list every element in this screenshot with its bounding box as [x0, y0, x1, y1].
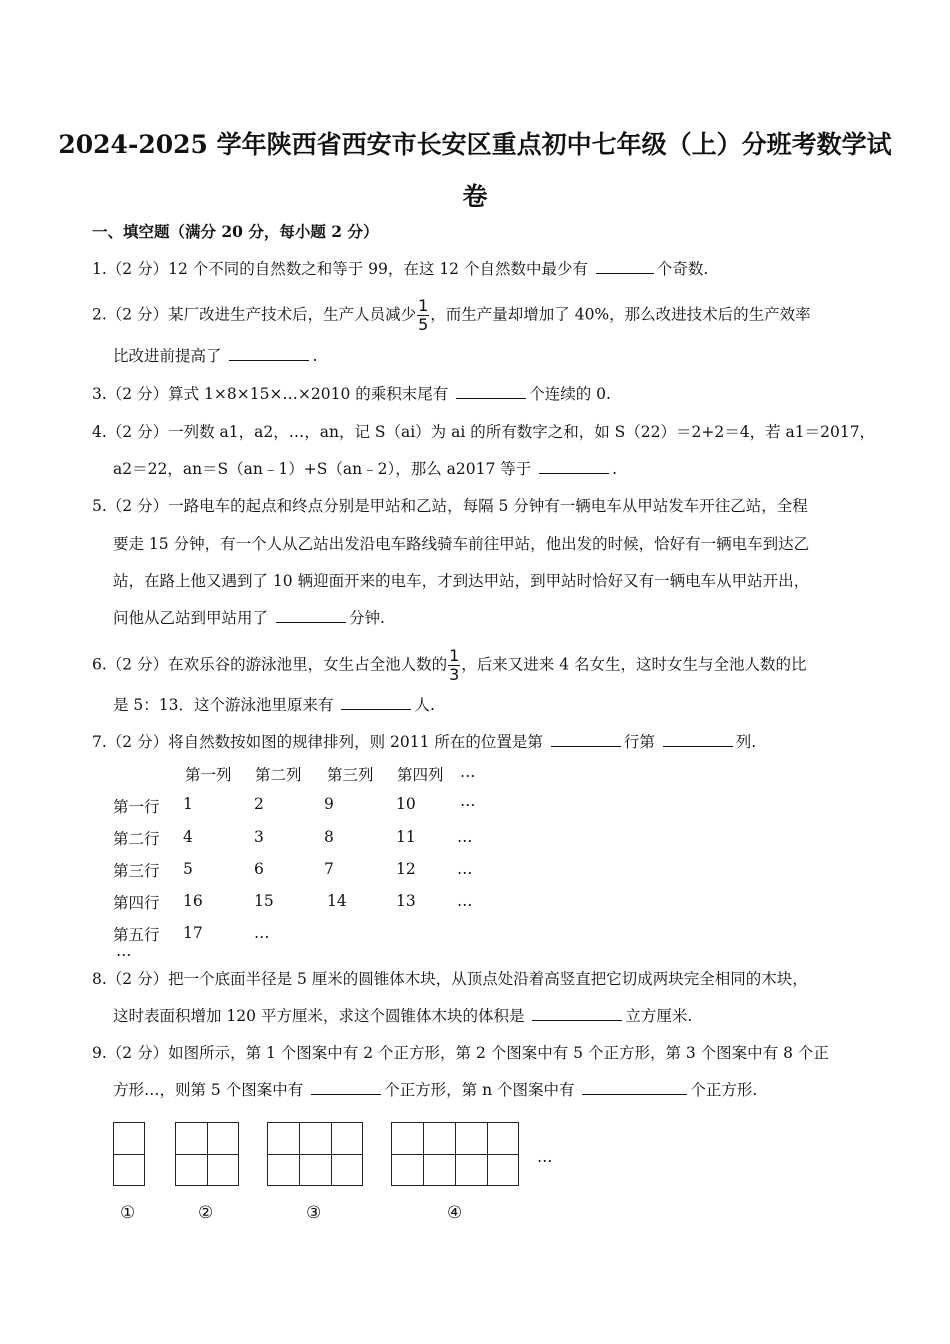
pattern-1 [113, 1122, 145, 1186]
col-header: 第二列 [255, 766, 302, 784]
question-tail: 列. [735, 733, 757, 751]
question-text: （2 分）在欢乐谷的游泳池里，女生占全池人数的 [106, 655, 448, 674]
pattern-label: ② [198, 1203, 214, 1223]
question-text: （2 分）12 个不同的自然数之和等于 99，在这 12 个自然数中最少有 [106, 260, 593, 278]
table-cell: 5 [183, 860, 193, 878]
table-cell: 16 [183, 892, 203, 910]
pattern-label: ① [120, 1203, 136, 1223]
col-header-ellipsis: … [460, 763, 476, 781]
col-header: 第一列 [185, 766, 232, 784]
question-6-line2 [113, 695, 435, 715]
question-text-mid: 个正方形，第 n 个图案中有 [384, 1081, 580, 1099]
question-5-line3: 站，在路上他又遇到了 10 辆迎面开来的电车，才到达甲站，到甲站时恰好又有一辆电车从甲站开出， [113, 572, 810, 590]
question-text: a2＝22，an＝S（an﹣1）+S（an﹣2），那么 a2017 等于 [113, 460, 537, 478]
question-number: 9. [92, 1044, 107, 1062]
section-heading: 一、填空题（满分 20 分，每小题 2 分） [92, 222, 379, 241]
table-cell-ellipsis: … [254, 924, 270, 942]
question-5-line2: 要走 15 分钟，有一个人从乙站出发沿电车路线骑车前往甲站，他出发的时候，恰好有一辆电车到达乙 [113, 535, 810, 553]
col-header: 第三列 [327, 766, 374, 784]
row-header: 第四行 [113, 894, 160, 912]
page-title: 2024-2025 学年陕西省西安市长安区重点初中七年级（上）分班考数学试 [58, 130, 892, 159]
answer-blank[interactable] [532, 1006, 622, 1021]
table-cell: 13 [396, 892, 416, 910]
table-cell: 7 [324, 860, 334, 878]
row-header: 第五行 [113, 926, 160, 944]
question-2 [92, 298, 811, 333]
question-5 [92, 496, 808, 516]
fraction [417, 298, 429, 333]
question-number: 8. [92, 970, 107, 988]
question-tail: 分钟. [348, 609, 385, 627]
question-2-line2 [113, 346, 317, 366]
question-9 [92, 1043, 829, 1063]
question-9-line2 [113, 1080, 757, 1100]
table-cell: 3 [254, 828, 264, 846]
question-6 [92, 648, 807, 683]
question-text: 比改进前提高了 [113, 347, 227, 365]
answer-blank-col[interactable] [663, 732, 733, 747]
table-end-ellipsis: … [116, 942, 132, 960]
table-cell: 12 [396, 860, 416, 878]
row-header: 第三行 [113, 862, 160, 880]
question-number: 1. [92, 260, 107, 278]
table-cell: 2 [254, 795, 264, 813]
question-text: （2 分）算式 1×8×15×…×2010 的乘积末尾有 [106, 385, 454, 403]
question-number: 5. [92, 497, 107, 515]
question-text: 方形…，则第 5 个图案中有 [113, 1081, 309, 1099]
table-cell-ellipsis: … [457, 828, 473, 846]
answer-blank[interactable] [229, 346, 309, 361]
answer-blank[interactable] [582, 1080, 687, 1095]
table-cell-ellipsis: … [457, 860, 473, 878]
question-text: 这时表面积增加 120 平方厘米，求这个圆锥体木块的体积是 [113, 1007, 530, 1025]
table-cell-ellipsis: … [460, 792, 476, 810]
question-number: 4. [92, 423, 107, 441]
question-number: 6. [92, 655, 107, 674]
table-cell: 17 [183, 924, 203, 942]
question-text: 问他从乙站到甲站用了 [113, 609, 273, 627]
question-text: （2 分）一路电车的起点和终点分别是甲站和乙站，每隔 5 分钟有一辆电车从甲站发车开往乙站，全程 [106, 497, 808, 515]
table-cell: 14 [327, 892, 347, 910]
pattern-4 [391, 1122, 519, 1186]
pattern-ellipsis: … [537, 1148, 553, 1166]
question-tail: 个连续的 0. [529, 385, 611, 403]
question-number: 7. [92, 733, 107, 751]
fraction-denominator: 5 [418, 315, 429, 334]
pattern-2 [175, 1122, 239, 1186]
table-cell: 15 [254, 892, 274, 910]
question-number: 2. [92, 305, 107, 324]
question-text: 是 5：13．这个游泳池里原来有 [113, 696, 339, 714]
question-tail: . [312, 347, 318, 365]
question-text: （2 分）一列数 a1，a2，…，an，记 S（ai）为 ai 的所有数字之和，如 S（22）＝2+2＝4，若 a1＝2017， [106, 423, 876, 441]
question-text: （2 分）如图所示，第 1 个图案中有 2 个正方形，第 2 个图案中有 5 个正方形，第 3 个图案中有 8 个正 [106, 1044, 829, 1062]
page-title-cont: 卷 [462, 182, 488, 211]
question-tail: . [612, 460, 618, 478]
fraction-numerator: 1 [449, 646, 460, 665]
table-cell-ellipsis: … [457, 892, 473, 910]
table-cell: 10 [396, 795, 416, 813]
row-header: 第二行 [113, 830, 160, 848]
answer-blank[interactable] [341, 695, 411, 710]
fraction-denominator: 3 [449, 665, 460, 684]
question-text: （2 分）某厂改进生产技术后，生产人员减少 [106, 305, 417, 324]
question-8-line2 [113, 1006, 692, 1026]
question-tail: 人. [414, 696, 435, 714]
question-4 [92, 422, 875, 442]
question-text-cont: ，后来又进来 4 名女生，这时女生与全池人数的比 [461, 655, 807, 674]
question-5-line4 [113, 608, 385, 628]
answer-blank-row[interactable] [551, 732, 621, 747]
table-cell: 4 [183, 828, 193, 846]
question-text-mid: 行第 [623, 733, 660, 751]
question-tail: 个正方形. [690, 1081, 758, 1099]
col-header: 第四列 [397, 766, 444, 784]
question-tail: 个奇数. [656, 260, 709, 278]
pattern-3 [267, 1122, 363, 1186]
table-cell: 6 [254, 860, 264, 878]
fraction-numerator: 1 [418, 296, 429, 315]
question-text: （2 分）将自然数按如图的规律排列，则 2011 所在的位置是第 [106, 733, 548, 751]
table-cell: 9 [324, 795, 334, 813]
question-4-line2 [113, 459, 617, 479]
table-cell: 11 [396, 828, 416, 846]
pattern-label: ③ [306, 1203, 322, 1223]
question-text: （2 分）把一个底面半径是 5 厘米的圆锥体木块，从顶点处沿着高竖直把它切成两块完全相同的木块， [106, 970, 808, 988]
answer-blank[interactable] [539, 459, 609, 474]
question-1 [92, 259, 708, 279]
table-cell: 1 [183, 795, 193, 813]
row-header: 第一行 [113, 798, 160, 816]
question-tail: 立方厘米. [625, 1007, 693, 1025]
answer-blank[interactable] [596, 259, 654, 274]
question-number: 3. [92, 385, 107, 403]
pattern-label: ④ [447, 1203, 463, 1223]
answer-blank[interactable] [311, 1080, 381, 1095]
question-7 [92, 732, 756, 752]
answer-blank[interactable] [456, 384, 526, 399]
table-cell: 8 [324, 828, 334, 846]
fraction [448, 648, 460, 683]
answer-blank[interactable] [276, 608, 346, 623]
question-3 [92, 384, 611, 404]
question-8 [92, 969, 808, 989]
question-text-cont: ，而生产量却增加了 40%，那么改进技术后的生产效率 [430, 305, 811, 324]
